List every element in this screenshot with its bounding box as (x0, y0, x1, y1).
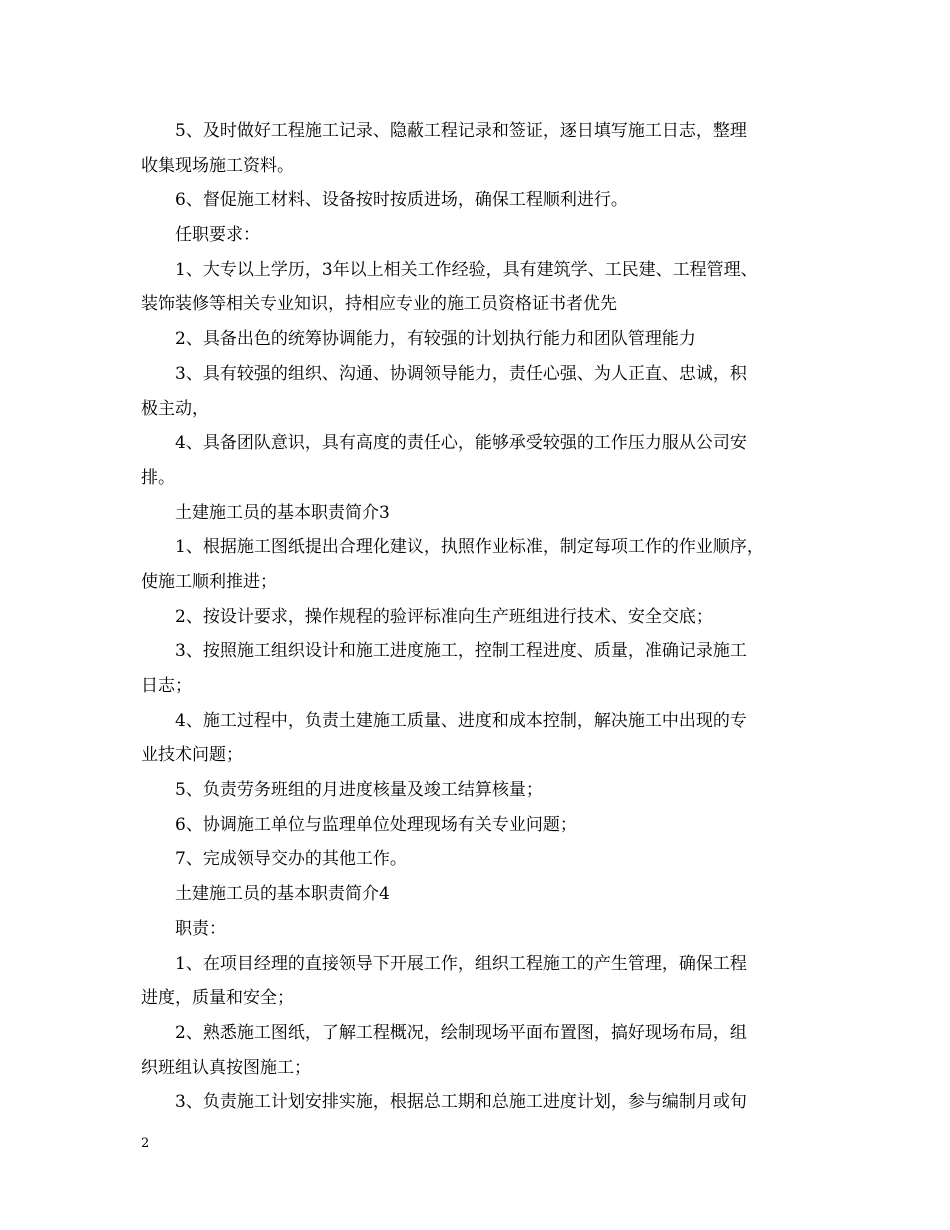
paragraph-line: 极主动， (141, 398, 209, 419)
paragraph-line: 5、负责劳务班组的月进度核量及竣工结算核量； (175, 780, 543, 801)
paragraph-line: 织班组认真按图施工； (141, 1057, 311, 1078)
paragraph-line: 业技术问题； (141, 745, 243, 766)
paragraph-line: 排。 (141, 467, 175, 488)
paragraph-line: 1、大专以上学历，3年以上相关工作经验，具有建筑学、工民建、工程管理、 (175, 259, 758, 280)
paragraph-line: 1、根据施工图纸提出合理化建议，执照作业标准，制定每项工作的作业顺序， (175, 537, 764, 558)
paragraph-line: 7、完成领导交办的其他工作。 (175, 849, 407, 870)
paragraph-line: 日志； (141, 676, 192, 696)
paragraph-line: 1、在项目经理的直接领导下开展工作，组织工程施工的产生管理，确保工程 (175, 953, 747, 974)
paragraph-line: 2、按设计要求，操作规程的验评标准向生产班组进行技术、安全交底； (175, 606, 713, 627)
paragraph-line: 装饰装修等相关专业知识，持相应专业的施工员资格证书者优先 (141, 294, 617, 315)
section-heading: 职责： (175, 918, 226, 939)
paragraph-line: 进度，质量和安全； (141, 988, 294, 1009)
page-number: 2 (141, 1136, 150, 1151)
paragraph-line: 使施工顺利推进； (141, 571, 277, 592)
section-heading: 土建施工员的基本职责简介4 (175, 884, 390, 905)
paragraph-line: 收集现场施工资料。 (141, 155, 294, 176)
section-heading: 土建施工员的基本职责简介3 (175, 502, 390, 523)
paragraph-line: 2、具备出色的统筹协调能力，有较强的计划执行能力和团队管理能力 (175, 329, 696, 350)
paragraph-line: 6、协调施工单位与监理单位处理现场有关专业问题； (175, 814, 577, 835)
paragraph-line: 3、按照施工组织设计和施工进度施工，控制工程进度、质量，准确记录施工 (175, 641, 747, 662)
paragraph-line: 3、具有较强的组织、沟通、协调领导能力，责任心强、为人正直、忠诚，积 (175, 363, 747, 384)
paragraph-line: 4、具备团队意识，具有高度的责任心，能够承受较强的工作压力服从公司安 (175, 433, 747, 454)
document-body (141, 114, 813, 1120)
paragraph-line: 2、熟悉施工图纸，了解工程概况，绘制现场平面布置图，搞好现场布局，组 (175, 1022, 747, 1043)
paragraph-line: 3、负责施工计划安排实施，根据总工期和总施工进度计划，参与编制月或旬 (175, 1092, 747, 1113)
paragraph-line: 5、及时做好工程施工记录、隐蔽工程记录和签证，逐日填写施工日志，整理 (175, 121, 747, 141)
section-heading: 任职要求： (175, 225, 260, 246)
paragraph-line: 6、督促施工材料、设备按时按质进场，确保工程顺利进行。 (175, 190, 628, 211)
paragraph-line: 4、施工过程中，负责土建施工质量、进度和成本控制，解决施工中出现的专 (175, 710, 747, 731)
